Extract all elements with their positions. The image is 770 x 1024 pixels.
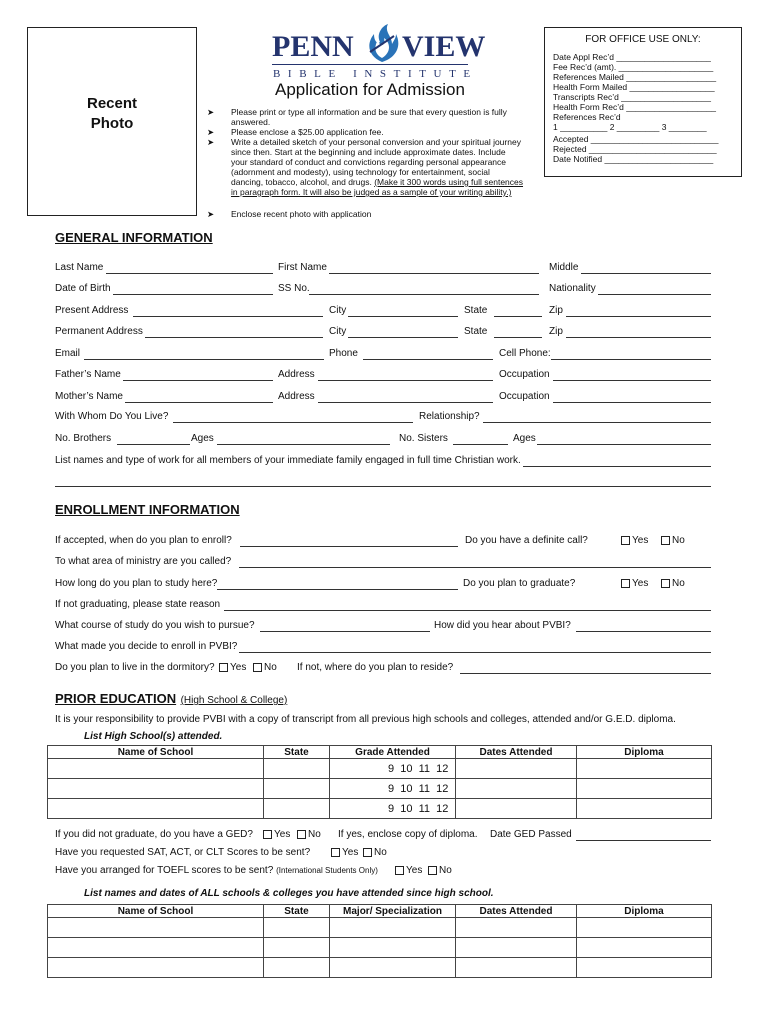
study-long-field[interactable]: [217, 589, 458, 590]
father-field[interactable]: [123, 380, 273, 381]
call-yes-option[interactable]: [621, 535, 648, 546]
middle-field[interactable]: [581, 273, 711, 274]
logo-view: VIEW: [402, 30, 486, 63]
grade-option[interactable]: 9: [388, 782, 395, 795]
father-address-label: Address: [278, 369, 315, 380]
relationship-label: Relationship?: [419, 411, 480, 422]
toefl-yes-option[interactable]: [395, 865, 422, 876]
family-field[interactable]: [523, 466, 711, 467]
instruction-text-wrap: [231, 137, 523, 197]
instruction-underlined: (Make it 300 words using full sentences in paragraph form. It will also be judged as a sample of your writing ability.): [231, 177, 524, 197]
father-occupation-field[interactable]: [553, 380, 711, 381]
column-header: State: [264, 905, 330, 918]
prior-heading-row: [55, 690, 287, 708]
flame-logo-icon: [362, 22, 402, 64]
course-field[interactable]: [260, 631, 430, 632]
grade-option[interactable]: 9: [388, 762, 395, 775]
yes-label: Yes: [632, 578, 649, 589]
diploma-cell[interactable]: [577, 779, 712, 799]
arrow-bullet-icon: ➤: [207, 107, 215, 117]
ged-no-option[interactable]: [297, 829, 321, 840]
cell-field[interactable]: [551, 359, 711, 360]
sat-label: Have you requested SAT, ACT, or CLT Scores to be sent?: [55, 847, 311, 858]
diploma-cell[interactable]: [577, 918, 712, 938]
office-row[interactable]: References Mailed ___________________: [553, 72, 717, 82]
checkbox-icon[interactable]: [363, 848, 372, 857]
nationality-field[interactable]: [598, 294, 711, 295]
office-row[interactable]: Accepted ___________________________: [553, 134, 719, 144]
instruction-item: [207, 209, 527, 219]
checkbox-icon[interactable]: [395, 866, 404, 875]
office-row[interactable]: Fee Rec’d (amt). ____________________: [553, 62, 714, 72]
instruction-text: Please print or type all information and be sure that every question is fully answered.: [231, 107, 507, 127]
major-cell[interactable]: [330, 958, 456, 978]
state-label: State: [464, 326, 488, 337]
phone-label: Phone: [329, 348, 358, 359]
office-row[interactable]: Health Form Rec’d ___________________: [553, 102, 717, 112]
prior-heading: PRIOR EDUCATION: [55, 691, 177, 706]
decide-field[interactable]: [239, 652, 711, 653]
present-address-field[interactable]: [133, 316, 323, 317]
photo-label-line2: Photo: [90, 115, 134, 132]
state-field[interactable]: [494, 316, 542, 317]
yes-label: Yes: [342, 847, 359, 858]
school-name-cell[interactable]: [48, 779, 264, 799]
dates-cell[interactable]: [456, 958, 577, 978]
column-header: State: [264, 746, 330, 759]
grade-option[interactable]: 10: [400, 802, 413, 815]
call-no-option[interactable]: [661, 535, 685, 546]
father-occupation-label: Occupation: [499, 369, 550, 380]
instruction-text: Please enclose a $25.00 application fee.: [231, 127, 384, 137]
logo-rule: [272, 64, 468, 65]
zip-label: Zip: [549, 305, 563, 316]
decide-label: What made you decide to enroll in PVBI?: [55, 641, 238, 652]
city-field[interactable]: [348, 316, 458, 317]
diploma-cell[interactable]: [577, 938, 712, 958]
toefl-row: [55, 865, 378, 876]
mother-field[interactable]: [125, 402, 273, 403]
school-name-cell[interactable]: [48, 799, 264, 819]
mother-address-field[interactable]: [318, 402, 493, 403]
arrow-bullet-icon: ➤: [207, 209, 215, 219]
school-name-cell[interactable]: [48, 958, 264, 978]
nationality-label: Nationality: [549, 283, 596, 294]
checkbox-icon[interactable]: [219, 663, 228, 672]
call-label: Do you have a definite call?: [465, 535, 588, 546]
first-name-label: First Name: [278, 262, 327, 273]
instructions-list: [207, 107, 527, 219]
grade-cell[interactable]: [330, 759, 456, 779]
logo-penn: PENN: [272, 30, 354, 63]
office-row[interactable]: 1 __________ 2 _________ 3 ________: [553, 122, 707, 132]
photo-box[interactable]: [27, 27, 197, 216]
checkbox-icon[interactable]: [661, 536, 670, 545]
photo-label: [28, 94, 196, 134]
logo-subtitle: BIBLE INSTITUTE: [273, 68, 478, 80]
dates-cell[interactable]: [456, 799, 577, 819]
no-label: No: [264, 662, 277, 673]
city-label: City: [329, 326, 347, 337]
checkbox-icon[interactable]: [621, 579, 630, 588]
father-address-field[interactable]: [318, 380, 493, 381]
yes-label: Yes: [274, 829, 291, 840]
dob-field[interactable]: [113, 294, 273, 295]
mother-label: Mother’s Name: [55, 391, 123, 402]
grade-option[interactable]: 12: [436, 782, 449, 795]
live-with-field[interactable]: [173, 422, 413, 423]
graduate-label: Do you plan to graduate?: [463, 578, 576, 589]
yes-label: Yes: [406, 865, 423, 876]
diploma-cell[interactable]: [577, 958, 712, 978]
hear-field[interactable]: [576, 631, 711, 632]
mother-address-label: Address: [278, 391, 315, 402]
state-cell[interactable]: [264, 958, 330, 978]
transcript-statement: It is your responsibility to provide PVBI with a copy of transcript from all previous high schools and colleges, attended and/or G.E.D. diploma.: [55, 714, 676, 725]
ss-label: SS No.: [278, 283, 310, 294]
school-name-cell[interactable]: [48, 759, 264, 779]
checkbox-icon[interactable]: [297, 830, 306, 839]
table-header-row: [48, 905, 712, 918]
photo-label-line1: Recent: [86, 95, 138, 112]
zip-field[interactable]: [566, 316, 711, 317]
ged-yes-option[interactable]: [263, 829, 290, 840]
ss-field[interactable]: [309, 294, 539, 295]
mother-occupation-field[interactable]: [553, 402, 711, 403]
course-label: What course of study do you wish to pursue?: [55, 620, 255, 631]
dorm-yes-option[interactable]: [219, 662, 246, 673]
no-label: No: [672, 578, 685, 589]
diploma-cell[interactable]: [577, 759, 712, 779]
checkbox-icon[interactable]: [263, 830, 272, 839]
arrow-bullet-icon: ➤: [207, 137, 215, 147]
toefl-note: (International Students Only): [276, 866, 378, 875]
email-field[interactable]: [84, 359, 324, 360]
instruction-item: [207, 127, 527, 137]
checkbox-icon[interactable]: [331, 848, 340, 857]
state-cell[interactable]: [264, 918, 330, 938]
sisters-label: No. Sisters: [399, 433, 448, 444]
enrollment-heading: ENROLLMENT INFORMATION: [55, 502, 240, 517]
state-cell[interactable]: [264, 799, 330, 819]
city-field[interactable]: [348, 337, 458, 338]
reside-label: If not, where do you plan to reside?: [297, 662, 454, 673]
office-use-box: [544, 27, 742, 177]
no-label: No: [308, 829, 321, 840]
not-grad-label: If not graduating, please state reason: [55, 599, 221, 610]
checkbox-icon[interactable]: [661, 579, 670, 588]
column-header: Dates Attended: [456, 905, 577, 918]
arrow-bullet-icon: ➤: [207, 127, 215, 137]
reside-field[interactable]: [460, 673, 711, 674]
table-row: [48, 779, 712, 799]
table-row: [48, 799, 712, 819]
grade-option[interactable]: 12: [436, 802, 449, 815]
office-row[interactable]: Rejected ___________________________: [553, 144, 717, 154]
sisters-ages-field[interactable]: [537, 444, 711, 445]
state-label: State: [464, 305, 488, 316]
email-label: Email: [55, 348, 81, 359]
state-cell[interactable]: [264, 759, 330, 779]
grade-option[interactable]: 10: [400, 782, 413, 795]
column-header: Name of School: [48, 746, 264, 759]
office-row[interactable]: Transcripts Rec’d ___________________: [553, 92, 711, 102]
grade-option[interactable]: 11: [418, 762, 431, 775]
permanent-address-field[interactable]: [145, 337, 323, 338]
table-row: [48, 759, 712, 779]
no-label: No: [672, 535, 685, 546]
prior-heading-note: (High School & College): [180, 695, 288, 706]
office-row[interactable]: Date Notified _______________________: [553, 154, 714, 164]
checkbox-icon[interactable]: [253, 663, 262, 672]
area-field[interactable]: [239, 567, 711, 568]
brothers-ages-field[interactable]: [217, 444, 390, 445]
enroll-when-field[interactable]: [240, 546, 458, 547]
state-cell[interactable]: [264, 779, 330, 799]
page-title: Application for Admission: [275, 80, 465, 99]
no-label: No: [439, 865, 452, 876]
brothers-ages-label: Ages: [191, 433, 214, 444]
dates-cell[interactable]: [456, 759, 577, 779]
major-cell[interactable]: [330, 938, 456, 958]
ged-yes-note: If yes, enclose copy of diploma.: [338, 829, 478, 840]
brothers-label: No. Brothers: [55, 433, 112, 444]
sisters-field[interactable]: [453, 444, 508, 445]
grade-option[interactable]: 10: [400, 762, 413, 775]
major-cell[interactable]: [330, 918, 456, 938]
grade-option[interactable]: 9: [388, 802, 395, 815]
general-heading: GENERAL INFORMATION: [55, 230, 213, 245]
dob-label: Date of Birth: [55, 283, 111, 294]
first-name-field[interactable]: [329, 273, 539, 274]
table-row: [48, 958, 712, 978]
last-name-label: Last Name: [55, 262, 104, 273]
live-with-label: With Whom Do You Live?: [55, 411, 169, 422]
state-cell[interactable]: [264, 938, 330, 958]
column-header: Grade Attended: [330, 746, 456, 759]
checkbox-icon[interactable]: [621, 536, 630, 545]
office-heading: FOR OFFICE USE ONLY:: [585, 34, 701, 45]
grade-option[interactable]: 12: [436, 762, 449, 775]
yes-label: Yes: [230, 662, 247, 673]
ged-label: If you did not graduate, do you have a GED?: [55, 829, 253, 840]
area-label: To what area of ministry are you called?: [55, 556, 232, 567]
toefl-label: Have you arranged for TOEFL scores to be sent?: [55, 865, 274, 876]
instruction-text: Write a detailed sketch of your personal conversion and your spiritual journey since then. Start at the beginning and include approximate dates. Include your standard of conduct and convictions regarding personal appearance (adornment and modesty), using technology for entertainment, social dancing, tobacco, alcohol, and drugs.: [231, 137, 521, 187]
toefl-no-option[interactable]: [428, 865, 452, 876]
instruction-text: Enclose recent photo with application: [231, 209, 372, 219]
state-field[interactable]: [494, 337, 542, 338]
not-grad-field[interactable]: [224, 610, 711, 611]
checkbox-icon[interactable]: [428, 866, 437, 875]
column-header: Diploma: [577, 746, 712, 759]
phone-field[interactable]: [363, 359, 493, 360]
school-name-cell[interactable]: [48, 918, 264, 938]
brothers-field[interactable]: [117, 444, 190, 445]
column-header: Name of School: [48, 905, 264, 918]
cell-label: Cell Phone:: [499, 348, 551, 359]
grad-no-option[interactable]: [661, 578, 685, 589]
instruction-item: [207, 107, 527, 127]
dorm-no-option[interactable]: [253, 662, 277, 673]
table-row: [48, 918, 712, 938]
zip-label: Zip: [549, 326, 563, 337]
ged-date-field[interactable]: [576, 840, 711, 841]
office-row[interactable]: Date Appl Rec’d ____________________: [553, 52, 711, 62]
diploma-cell[interactable]: [577, 799, 712, 819]
sisters-ages-label: Ages: [513, 433, 536, 444]
dates-cell[interactable]: [456, 779, 577, 799]
grad-yes-option[interactable]: [621, 578, 648, 589]
dates-cell[interactable]: [456, 938, 577, 958]
column-header: Major/ Specialization: [330, 905, 456, 918]
ged-date-label: Date GED Passed: [490, 829, 572, 840]
dates-cell[interactable]: [456, 918, 577, 938]
school-name-cell[interactable]: [48, 938, 264, 958]
grade-option[interactable]: 11: [418, 782, 431, 795]
family-label: List names and type of work for all members of your immediate family engaged in full time Christian work.: [55, 455, 521, 466]
sat-no-option[interactable]: [363, 847, 387, 858]
sat-yes-option[interactable]: [331, 847, 358, 858]
grade-option[interactable]: 11: [418, 802, 431, 815]
college-table: [47, 904, 712, 978]
college-caption: List names and dates of ALL schools & colleges you have attended since high school.: [84, 888, 494, 899]
present-address-label: Present Address: [55, 305, 129, 316]
instruction-item: [207, 137, 527, 209]
city-label: City: [329, 305, 347, 316]
column-header: Dates Attended: [456, 746, 577, 759]
grade-cell[interactable]: [330, 799, 456, 819]
relationship-field[interactable]: [483, 422, 711, 423]
dorm-label: Do you plan to live in the dormitory?: [55, 662, 215, 673]
last-name-field[interactable]: [106, 273, 273, 274]
table-header-row: [48, 746, 712, 759]
grade-cell[interactable]: [330, 779, 456, 799]
table-row: [48, 938, 712, 958]
office-row[interactable]: Health Form Mailed __________________: [553, 82, 715, 92]
hear-label: How did you hear about PVBI?: [434, 620, 571, 631]
study-long-label: How long do you plan to study here?: [55, 578, 218, 589]
mother-occupation-label: Occupation: [499, 391, 550, 402]
hs-caption: List High School(s) attended.: [84, 731, 223, 742]
yes-label: Yes: [632, 535, 649, 546]
enroll-when-label: If accepted, when do you plan to enroll?: [55, 535, 232, 546]
family-field-line2[interactable]: [55, 486, 711, 487]
column-header: Diploma: [577, 905, 712, 918]
office-row: References Rec’d: [553, 112, 621, 122]
middle-label: Middle: [549, 262, 579, 273]
permanent-address-label: Permanent Address: [55, 326, 143, 337]
zip-field[interactable]: [566, 337, 711, 338]
no-label: No: [374, 847, 387, 858]
high-school-table: [47, 745, 712, 819]
father-label: Father’s Name: [55, 369, 121, 380]
